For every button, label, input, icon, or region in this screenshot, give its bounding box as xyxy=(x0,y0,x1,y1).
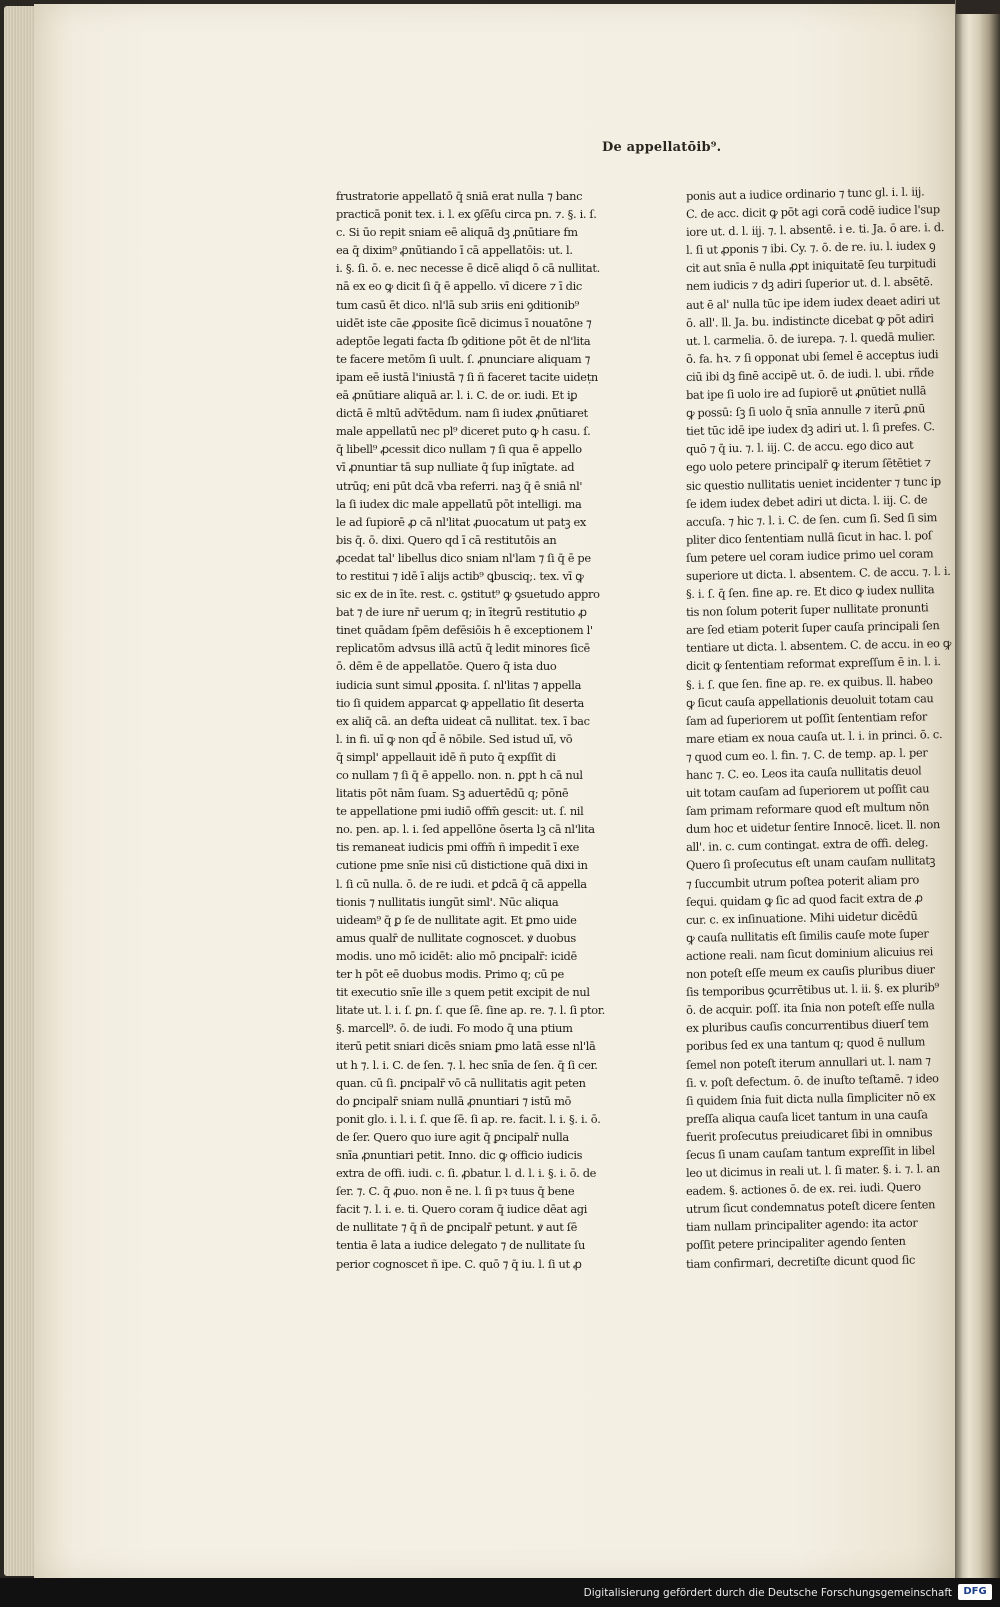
text-line: no. pen. ap. l. i. ſed appellōne ōserta lꝫ cā nl'lita xyxy=(336,822,595,837)
text-line: tis remaneat iudicis pmi offm̄ ñ impedit ī exe xyxy=(336,840,579,855)
text-line: to restitui ⁊ idē ī alijs actib⁹ ꝗbusciq;. tex. vī ꝙ xyxy=(336,568,584,583)
funding-credit: Digitalisierung gefördert durch die Deutsche Forschungsgemeinschaft xyxy=(583,1587,952,1599)
text-line: are ſed etiam poterit ſuper cauſa principali ſen xyxy=(685,618,940,638)
text-line: superiore ut dicta. l. absentem. C. de accu. ⁊. l. i. xyxy=(685,563,951,583)
text-line: ꝙ cauſa nullitatis eſt ſimilis cauſe mote ſuper xyxy=(685,926,929,945)
text-line: adeptōe legati facta ſb ꝯditione pōt ēt de nl'lita xyxy=(336,333,591,348)
text-line: quan. cū ſi. ꝑncipalr̄ vō cā nullitatis agit peten xyxy=(336,1075,586,1090)
text-line: te facere metōm ſi uult. ſ. ꝓnunciare aliquam ⁊ xyxy=(336,351,590,366)
text-line: litate ut. l. i. ſ. ꝑn. ſ. que ſē. ſine ap. re. ⁊. l. ſi ptor. xyxy=(336,1003,605,1018)
text-line: cit aut snīa ē nulla ꝓpt iniquitatē ſeu turpitudi xyxy=(685,256,937,276)
text-column-right xyxy=(685,184,952,1273)
text-line: poſſit petere principaliter agendo ſenten xyxy=(685,1234,906,1253)
text-line: amus qualr̄ de nullitate cognoscet. ꝟ duobus xyxy=(336,930,576,945)
text-line: dicit ꝙ ſententiam reformat expreſſum ē in. l. i. xyxy=(685,654,941,674)
text-line: litatis pōt nām ſuam. Sꝫ aduertēdū q; pōnē xyxy=(336,786,569,801)
text-line: ſum petere uel coram iudice primo uel coram xyxy=(685,546,934,565)
text-line: modis. uno mō icidēt: alio mō ꝑncipalr̄: icidē xyxy=(336,948,577,963)
text-line: ō. de acquir. poſſ. ita ſnia non poteſt eſſe nulla xyxy=(685,998,935,1018)
text-line: q̄ simpl' appellauit idē ñ puto q̄ expſſit di xyxy=(336,749,556,764)
text-line: eā ꝓnūtiare aliquā ar. l. i. C. de or. iudi. Et iꝑ xyxy=(336,388,578,403)
text-line: tiam nullam principaliter agendo: ita actor xyxy=(685,1215,918,1235)
text-line: uideam⁹ q̄ ꝑ ſe de nullitate agit. Et ꝑmo uide xyxy=(336,912,577,927)
text-line: ō. dēm ē de appellatōe. Quero q̄ ista duo xyxy=(336,659,557,674)
text-line: ꝙ possū: ſꝫ ſi uolo q̄ snīa annulle ⁊ iterū ꝓnū xyxy=(685,401,926,421)
text-line: ciū ibi dꝫ finē accipē ut. ō. de iudi. l. ubi. rñde xyxy=(685,365,934,384)
text-line: sic questio nullitatis ueniet incidenter ⁊ tunc ip xyxy=(685,473,941,493)
text-line: tiet tūc idē ipe iudex dꝫ adiri ut. l. ſi prefes. C. xyxy=(685,419,935,439)
text-line: q̄ libell⁹ ꝓcessit dico nullam ⁊ ſi qua ē appello xyxy=(336,442,582,457)
text-line: tionis ⁊ nullitatis iungūt siml'. Nūc aliqua xyxy=(336,894,559,909)
text-line: dictā ē mltū adṽtēdum. nam ſi iudex ꝓnūtiaret xyxy=(336,406,588,421)
text-line: snīa ꝓnuntiari petit. Inno. dic ꝙ officio iudicis xyxy=(336,1147,583,1162)
text-line: tentiare ut dicta. l. absentem. C. de accu. in eo ꝙ xyxy=(685,636,952,656)
text-line: replicatōm advsus illā actū q̄ ledit minores ſicē xyxy=(336,641,590,656)
text-line: perior cognoscet ñ ipe. C. quō ⁊ q̄ iu. l. ſi ut ꝓ xyxy=(336,1256,582,1271)
text-line: ſam ad ſuperiorem ut poſſit ſententiam refor xyxy=(685,709,928,728)
text-line: ipam eē iustā l'iniustā ⁊ ſi ñ faceret tacite uideṭn xyxy=(336,369,598,384)
text-line: l. in fi. uī ꝙ non qd̄ ē nōbile. Sed istud uī̄, vō xyxy=(336,731,573,746)
text-line: ponit glo. i. l. i. ſ. que ſē. ſi ap. re. facit. l. i. §. i. ō. xyxy=(336,1111,601,1126)
text-line: bis q̄. ō. dixi. Quero qd ī cā restitutōis an xyxy=(336,532,557,547)
text-line: aut ē al' nulla tūc ipe idem iudex deaet adiri ut xyxy=(685,292,940,312)
text-line: uit totam cauſam ad ſuperiorem ut poſſit cau xyxy=(685,781,930,801)
text-line: iudicia sunt simul ꝓposita. ſ. nl'litas ⁊ appella xyxy=(336,677,582,692)
text-line: facit ⁊. l. i. e. ti. Quero coram q̄ iudice dēat agi xyxy=(336,1202,588,1217)
text-line: co nullam ⁊ ſi q̄ ē appello. non. n. ꝑpt h cā nul xyxy=(336,768,583,782)
text-line: utrum ſicut condemnatus poteſt dicere ſenten xyxy=(685,1197,936,1217)
text-line: de nullitate ⁊ q̄ ñ de ꝑncipalr̄ petunt. ꝟ aut ſē xyxy=(336,1220,578,1235)
text-line: ut. l. carmelia. ō. de iurepa. ⁊. l. quedā mulier. xyxy=(685,328,936,348)
text-line: leo ut dicimus in reali ut. l. ſi mater. §. i. ⁊. l. an xyxy=(685,1161,940,1181)
text-line: cutione pme snīe nisi cū distictione quā dixi in xyxy=(336,858,588,873)
text-line: §. i. ſ. q̄ ſen. fine ap. re. Et dico ꝙ iudex nullita xyxy=(685,582,935,602)
text-line: nā ex eo ꝙ dicit ſi q̄ ē appello. vī dicere ⁊ ī dic xyxy=(336,279,582,294)
text-line: l. ſi cū nulla. ō. de re iudi. et ꝑdcā q̄ cā appella xyxy=(336,876,587,891)
text-line: vī ꝓnuntiar tā sup nulliate q̄ ſup inīgtate. ad xyxy=(336,460,575,475)
text-line: nem iudicis ⁊ dꝫ adiri ſuperior ut. d. l. absētē. xyxy=(685,274,933,294)
text-line: pliter dico ſententiam nullā ſicut in hac. l. poſ xyxy=(685,528,932,547)
text-line: ex aliq̄ cā. an defta uideat cā nullitat. tex. ī bac xyxy=(336,713,590,728)
text-line: ex pluribus cauſis concurrentibus diuerſ tem xyxy=(685,1016,929,1036)
text-line: eadem. §. actiones ō. de ex. rei. iudi. Quero xyxy=(685,1179,921,1199)
text-line: all'. in. c. cum contingat. extra de offi. deleg. xyxy=(685,835,929,855)
text-line: bat ipe ſi uolo ire ad ſupiorē ut ꝓnūtiet nullā xyxy=(685,383,927,403)
text-line: bat ⁊ de iure nr̄ uerum q; in ītegrū restitutio ꝓ xyxy=(336,605,587,620)
text-line: ſemel non poteſt iterum annullari ut. l. nam ⁊ xyxy=(685,1052,931,1072)
text-line: frustratorie appellatō q̄ sniā erat nulla ⁊ banc xyxy=(336,189,583,203)
text-line: iore ut. d. l. iij. ⁊. l. absentē. i e. ti. Ja. ō are. i. d. xyxy=(685,220,945,240)
text-line: iterū petit sniari dicēs sniam ꝑmo latā esse nl'lā xyxy=(336,1039,596,1054)
text-line: ſecus ſi unam cauſam tantum expreſſit in libel xyxy=(685,1143,935,1162)
text-line: tum casū ēt dico. nl'lā sub ɜriis eni ꝯditionib⁹ xyxy=(336,297,579,312)
text-line: practicā ponit tex. i. l. ex ꝯſēſu circa pn. ⁊. §. i. ſ. xyxy=(336,207,597,222)
text-line: ſi quidem ſnia fuit dicta nulla ſimpliciter nō ex xyxy=(685,1088,936,1108)
text-line: ſam primam reformare quod eſt multum nōn xyxy=(685,799,930,819)
text-line: tis non ſolum poterit ſuper nullitate pronunti xyxy=(685,600,929,620)
text-line: ō. all'. ll. Ja. bu. indistincte dicebat ꝙ pōt adiri xyxy=(685,310,934,330)
text-line: ꝙ ſicut cauſa appellationis deuoluit totam cau xyxy=(685,690,934,710)
text-line: ſi. v. poſt defectum. ō. de inuſto teſtamē. ⁊ ideo xyxy=(685,1070,939,1090)
text-line: tentia ē lata a iudice delegato ⁊ de nullitate ſu xyxy=(336,1238,585,1253)
text-line: C. de acc. dicit ꝙ pōt agi corā codē iudice l'sup xyxy=(685,202,940,222)
text-line: ſequi. quidam ꝙ ſic ad quod facit extra de ꝓ xyxy=(685,890,923,909)
text-column-left xyxy=(336,187,605,1273)
dfg-logo: DFG xyxy=(958,1584,992,1600)
text-line: tinet quādam ſpēm defēsiōis h ē exceptionem l' xyxy=(336,623,593,638)
text-line: ut h ⁊. l. i. C. de ſen. ⁊. l. hec snīa de ſen. q̄ ſi cer. xyxy=(336,1057,598,1072)
text-line: poribus ſed ex una tantum q; quod ē nullum xyxy=(685,1034,926,1054)
text-line: sic ex de in īte. rest. c. ꝯstitut⁹ ꝙ ꝯsuetudo appro xyxy=(336,587,600,602)
text-line: tit executio snīe ille ɜ quem petit excipit de nul xyxy=(336,985,590,1000)
text-line: l. ſi ut ꝓponis ⁊ ibi. Cy. ⁊. ō. de re. iu. l. iudex ꝯ xyxy=(685,238,936,258)
text-line: tio ſi quidem apparcat ꝙ appellatio ſit deserta xyxy=(336,695,584,710)
text-line: Quero ſi proſecutus eſt unam cauſam nullitatꝫ xyxy=(685,853,936,873)
text-line: actione reali. nam ſicut dominium alicuius rei xyxy=(685,944,934,963)
text-line: extra de offi. iudi. c. ſi. ꝓbatur. l. d. l. i. §. i. ō. de xyxy=(336,1166,597,1181)
text-line: c. Si ūo repit sniam eē aliquā dꝫ ꝓnūtiare fm xyxy=(336,225,578,240)
text-line: §. marcell⁹. ō. de iudi. Fo modo q̄ una ptium xyxy=(336,1021,573,1036)
text-line: quō ⁊ q̄ iu. ⁊. l. iij. C. de accu. ego dico aut xyxy=(685,437,914,457)
text-line: ter h pōt eē duobus modis. Primo q; cū pe xyxy=(336,967,564,982)
text-line: ⁊ quod cum eo. l. fin. ⁊. C. de temp. ap. l. per xyxy=(685,745,928,764)
binding-strap xyxy=(956,0,1000,14)
text-line: accuſa. ⁊ hic ⁊. l. i. C. de ſen. cum ſi. Sed ſi sim xyxy=(685,509,938,529)
text-line: ō. fa. hꝛ. ⁊ ſi opponat ubi ſemel ē acceptus iudi xyxy=(685,347,939,366)
text-line: mare etiam ex noua cauſa ut. l. i. in princi. ō. c. xyxy=(685,726,943,746)
text-line: ſe idem iudex debet adiri ut dicta. l. iij. C. de xyxy=(685,491,928,511)
text-line: do ꝑncipalr̄ sniam nullā ꝓnuntiari ⁊ istū mō xyxy=(336,1093,572,1108)
text-line: ego uolo petere principalr̄ ꝙ iterum ſētētiet ⁊ xyxy=(685,455,931,475)
text-line: ſer. ⁊. C. q̄ ꝓuo. non ē ne. l. ſi pꝛ tuus q̄ bene xyxy=(336,1184,575,1199)
text-line: la ſi iudex dic male appellatū pōt intelligi. ma xyxy=(336,496,582,511)
text-line: tiam confirmari, decretiſte dicunt quod ſic xyxy=(685,1252,916,1271)
text-line: fuerit proſecutus preiudicaret ſibi in omnibus xyxy=(685,1125,933,1144)
footer-bar xyxy=(0,1578,1000,1607)
binding-edge xyxy=(955,0,1000,1590)
text-line: dum hoc et uidetur ſentire Innocē. licet. ll. non xyxy=(685,817,941,837)
text-line: ſis temporibus ꝯcurrētibus ut. l. ii. §. ex plurib⁹ xyxy=(685,980,939,1000)
text-line: §. i. ſ. que ſen. fine ap. re. ex quibus. ll. habeo xyxy=(685,672,933,692)
text-line: cur. c. ex inſinuatione. Mihi uidetur dicēdū xyxy=(685,908,918,927)
text-line: le ad ſupiorē ꝓ cā nl'litat ꝓuocatum ut patꝫ ex xyxy=(336,514,586,529)
text-line: uidēt iste cāe ꝓposite ſicē dicimus ī nouatōne ⁊ xyxy=(336,315,592,330)
running-head: De appellatōib⁹. xyxy=(602,140,722,155)
text-line: preſſa aliqua cauſa licet tantum in una cauſa xyxy=(685,1107,928,1126)
text-line: non poteſt eſſe meum ex cauſis pluribus diuer xyxy=(685,962,935,982)
text-line: ⁊ ſuccumbit utrum poſtea poterit aliam pro xyxy=(685,872,920,891)
text-line: utrūq; eni pūt dcā vba referri. naꝫ q̄ ē sniā nl' xyxy=(336,478,583,493)
text-line: te appellatione pmi iudiō offm̄ gescit: ut. ſ. nil xyxy=(336,804,584,819)
text-line: male appellatū nec pl⁹ diceret puto ꝙ h casu. ſ. xyxy=(336,424,591,439)
text-line: hanc ⁊. C. eo. Leos ita cauſa nullitatis deuol xyxy=(685,763,922,782)
text-line: i. §. ſi. ō. e. nec necesse ē dicē aliqd ō cā nullitat. xyxy=(336,261,600,276)
text-line: ponis aut a iudice ordinario ⁊ tunc gl. i. l. iij. xyxy=(685,184,925,203)
text-line: de ſer. Quero quo iure agit q̄ ꝑncipalr̄ nulla xyxy=(336,1129,569,1144)
page-edge-stack xyxy=(4,6,34,1576)
text-line: ꝓcedat tal' libellus dico sniam nl'lam ⁊ ſi q̄ ē pe xyxy=(336,550,591,565)
text-line: ea q̄ dixim⁹ ꝓnūtiando ī cā appellatōis: ut. l. xyxy=(336,243,573,258)
